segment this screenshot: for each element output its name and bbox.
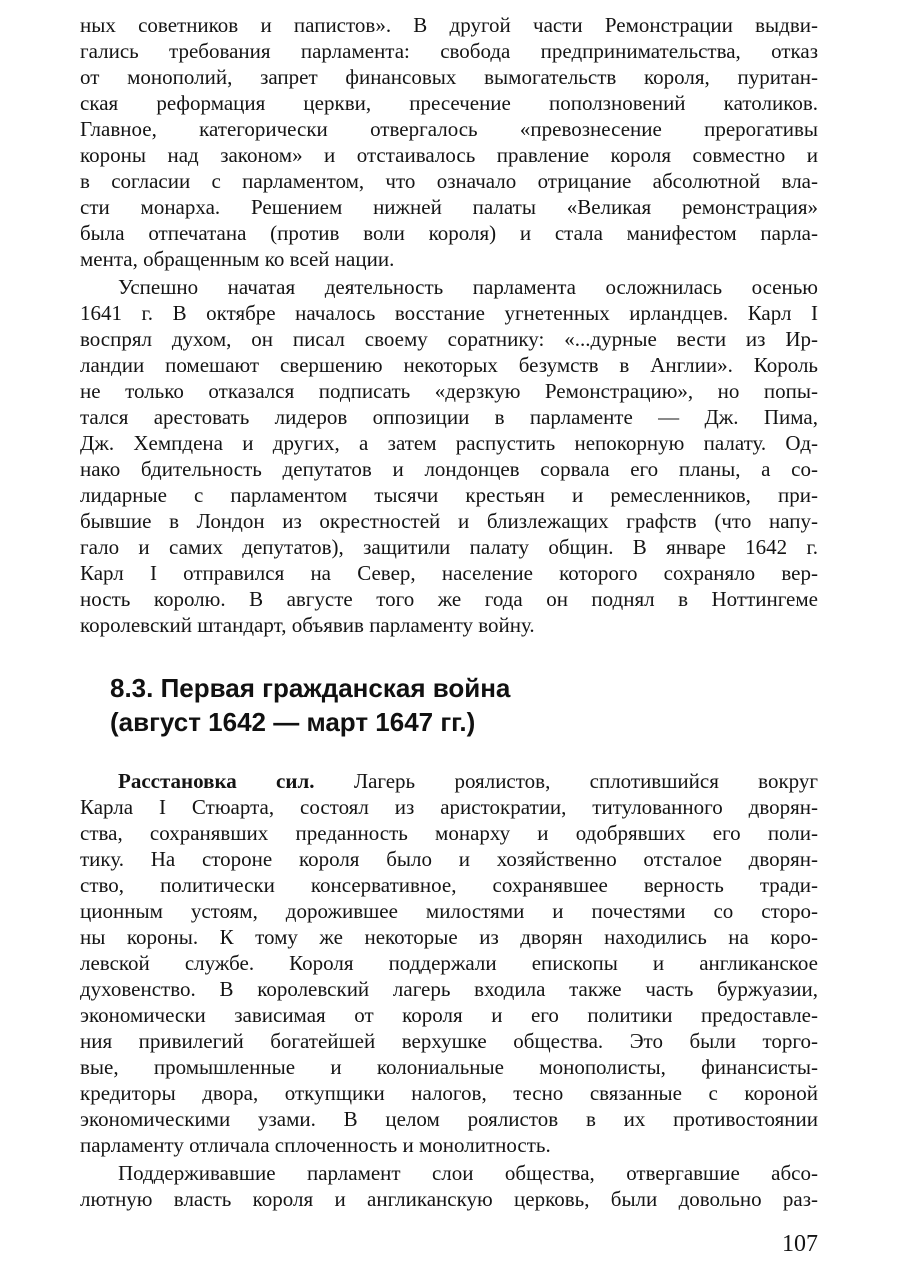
text-line: воспрял духом, он писал своему соратнику: «...дурные вести из Ир- bbox=[80, 327, 818, 351]
text-line: бывшие в Лондон из окрестностей и близлежащих графств (что напу- bbox=[80, 509, 818, 533]
text-line: лидарные с парламентом тысячи крестьян и ремесленников, при- bbox=[80, 483, 818, 507]
section-heading-line-1: 8.3. Первая гражданская война bbox=[110, 673, 511, 703]
text-line: нако бдительность депутатов и лондонцев сорвала его планы, а со- bbox=[80, 457, 818, 481]
text-line: Карл I отправился на Север, население которого сохраняло вер- bbox=[80, 561, 818, 585]
text-line: сти монарха. Решением нижней палаты «Великая ремонстрация» bbox=[80, 195, 818, 219]
text-line: тику. На стороне короля было и хозяйственно отсталое дворян- bbox=[80, 847, 818, 871]
paragraph-lead-rest: Лагерь роялистов, сплотившийся вокруг bbox=[314, 769, 818, 793]
text-line: ны короны. К тому же некоторые из дворян находились на коро- bbox=[80, 925, 818, 949]
text-line: ность королю. В августе того же года он поднял в Ноттингеме bbox=[80, 587, 818, 611]
text-line: экономически зависимая от короля и его политики предоставле- bbox=[80, 1003, 818, 1027]
text-line: вые, промышленные и колониальные монополисты, финансисты- bbox=[80, 1055, 818, 1079]
text-line: Успешно начатая деятельность парламента осложнилась осенью bbox=[118, 275, 818, 299]
text-line: духовенство. В королевский лагерь входила также часть буржуазии, bbox=[80, 977, 818, 1001]
text-line: ская реформация церкви, пресечение поползновений католиков. bbox=[80, 91, 818, 115]
text-line: ния привилегий богатейшей верхушке общества. Это были торго- bbox=[80, 1029, 818, 1053]
text-line: гало и самих депутатов), защитили палату общин. В январе 1642 г. bbox=[80, 535, 818, 559]
text-line bbox=[118, 768, 818, 794]
text-line: ства, сохранявших преданность монарху и одобрявших его поли- bbox=[80, 821, 818, 845]
text-line: ландии помешают свершению некоторых безумств в Англии». Король bbox=[80, 353, 818, 377]
text-line: ционным устоям, дорожившее милостями и почестями со сторо- bbox=[80, 899, 818, 923]
text-line: от монополий, запрет финансовых вымогательств короля, пуритан- bbox=[80, 65, 818, 89]
text-line: парламенту отличала сплоченность и монолитность. bbox=[80, 1133, 551, 1157]
text-line: была отпечатана (против воли короля) и стала манифестом парла- bbox=[80, 221, 818, 245]
text-line: Главное, категорически отвергалось «превознесение прерогативы bbox=[80, 117, 818, 141]
text-line: королевский штандарт, объявив парламенту войну. bbox=[80, 613, 535, 637]
text-line: ство, политически консервативное, сохранявшее верность тради- bbox=[80, 873, 818, 897]
paragraph-lead: Расстановка сил. bbox=[118, 769, 315, 793]
text-line: Поддерживавшие парламент слои общества, отвергавшие абсо- bbox=[118, 1161, 818, 1185]
text-line: ных советников и папистов». В другой части Ремонстрации выдви- bbox=[80, 13, 818, 37]
page-number: 107 bbox=[782, 1231, 818, 1257]
text-line: короны над законом» и отстаивалось правление короля совместно и bbox=[80, 143, 818, 167]
text-line: кредиторы двора, откупщики налогов, тесно связанные с короной bbox=[80, 1081, 818, 1105]
text-line: Дж. Хемпдена и других, а затем распустить непокорную палату. Од- bbox=[80, 431, 818, 455]
text-line: Карла I Стюарта, состоял из аристократии, титулованного дворян- bbox=[80, 795, 818, 819]
text-line: тался арестовать лидеров оппозиции в парламенте — Дж. Пима, bbox=[80, 405, 818, 429]
text-line: не только отказался подписать «дерзкую Ремонстрацию», но попы- bbox=[80, 379, 818, 403]
text-line: экономическими узами. В целом роялистов в их противостоянии bbox=[80, 1107, 818, 1131]
text-line: в согласии с парламентом, что означало отрицание абсолютной вла- bbox=[80, 169, 818, 193]
text-line: мента, обращенным ко всей нации. bbox=[80, 247, 395, 271]
section-heading-line-2: (август 1642 — март 1647 гг.) bbox=[110, 707, 476, 737]
text-line: левской службе. Короля поддержали епископы и англиканское bbox=[80, 951, 818, 975]
text-line: лютную власть короля и англиканскую церковь, были довольно раз- bbox=[80, 1187, 818, 1211]
text-line: гались требования парламента: свобода предпринимательства, отказ bbox=[80, 39, 818, 63]
text-line: 1641 г. В октябре началось восстание угнетенных ирландцев. Карл I bbox=[80, 301, 818, 325]
